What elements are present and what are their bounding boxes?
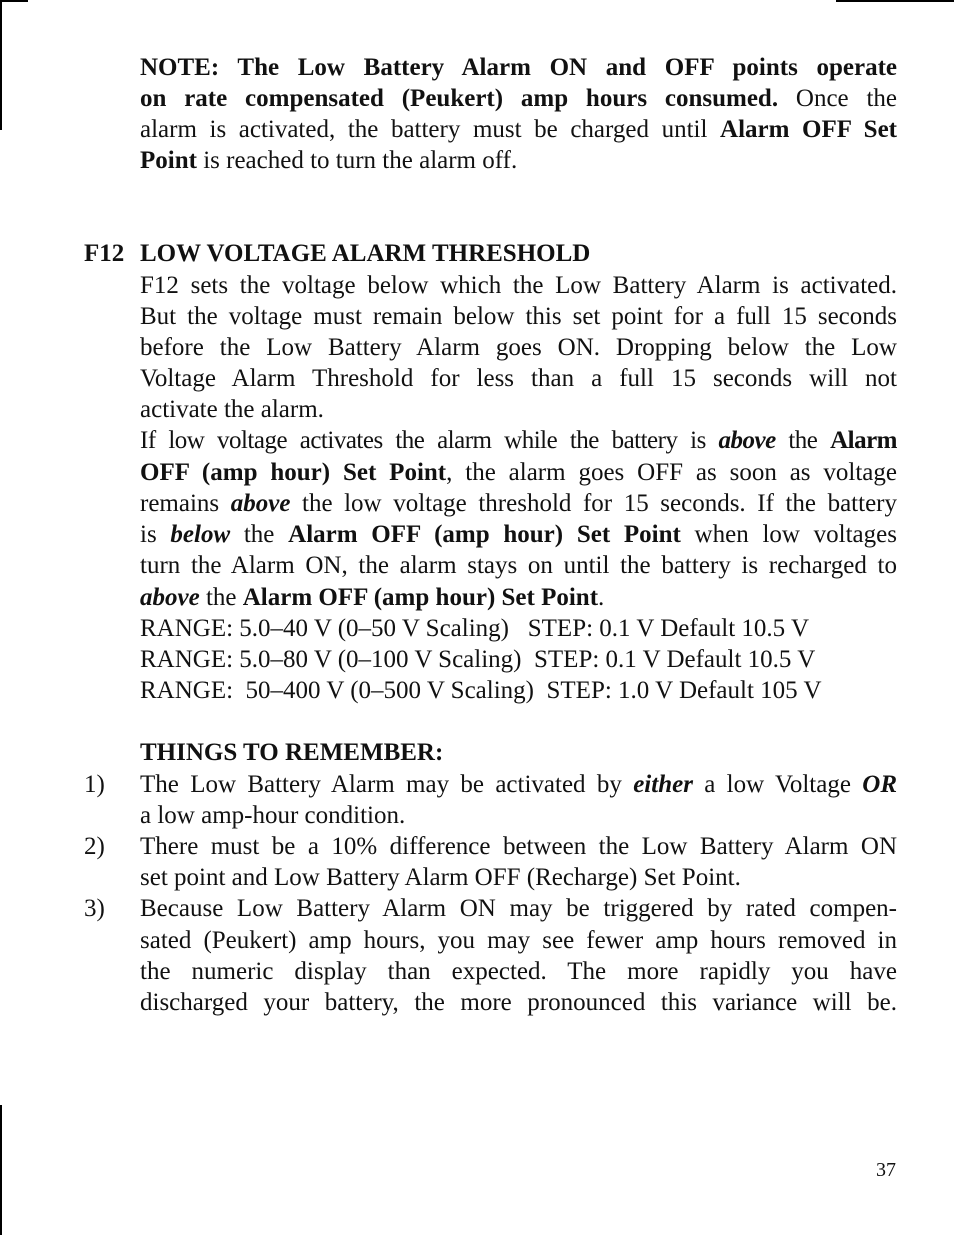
crop-mark-top-left-horizontal xyxy=(0,0,28,2)
paragraph-line xyxy=(140,425,897,456)
crop-mark-top-left-vertical xyxy=(0,0,2,130)
list-line: discharged your battery, the more pronounced this variance will be. xyxy=(140,989,897,1016)
note-line-1 xyxy=(140,52,897,83)
note-text: alarm is activated, the battery must be charged until xyxy=(140,116,721,143)
list-line xyxy=(140,769,897,800)
list-line: sated (Peukert) amp hours, you may see fewer amp hours removed in xyxy=(140,927,897,954)
emphasis-text: above xyxy=(718,427,776,454)
list-text: The Low Battery Alarm may be activated by xyxy=(140,771,634,798)
list-line: the numeric display than expected. The more rapidly you have xyxy=(140,958,897,985)
paragraph-text: the xyxy=(230,521,289,548)
emphasis-text: either xyxy=(633,771,693,798)
paragraph-line xyxy=(140,582,897,613)
crop-mark-top-right xyxy=(836,0,954,2)
emphasis-text: above xyxy=(230,490,291,517)
range-line: RANGE: 50–400 V (0–500 V Scaling) STEP: 1.0 V Default 105 V xyxy=(140,677,822,704)
section-number: F12 xyxy=(84,240,125,267)
list-number: 2) xyxy=(84,833,105,860)
paragraph-line xyxy=(140,457,897,488)
list-number: 1) xyxy=(84,771,105,798)
paragraph-text: , the alarm goes OFF as soon as voltage xyxy=(446,459,897,486)
emphasis-text: below xyxy=(170,521,231,548)
paragraph-text: the xyxy=(775,427,831,454)
note-line-2 xyxy=(140,83,897,114)
range-line: RANGE: 5.0–80 V (0–100 V Scaling) STEP: 0.1 V Default 10.5 V xyxy=(140,646,816,673)
list-line: a low amp-hour condition. xyxy=(140,802,406,829)
section-title: LOW VOLTAGE ALARM THRESHOLD xyxy=(140,240,591,267)
range-line: RANGE: 5.0–40 V (0–50 V Scaling) STEP: 0.1 V Default 10.5 V xyxy=(140,615,810,642)
paragraph-text: the low voltage threshold for 15 seconds. If the battery xyxy=(290,490,897,517)
bold-text: Alarm OFF (amp hour) Set Point xyxy=(242,584,599,611)
paragraph-text: is xyxy=(140,521,171,548)
page-number: 37 xyxy=(876,1159,896,1181)
note-line-4 xyxy=(140,145,897,176)
paragraph-line xyxy=(140,519,897,550)
list-line: set point and Low Battery Alarm OFF (Recharge) Set Point. xyxy=(140,864,741,891)
paragraph-line: F12 sets the voltage below which the Low Battery Alarm is activated. xyxy=(140,272,897,299)
paragraph-text: remains xyxy=(140,490,231,517)
list-line: Because Low Battery Alarm ON may be triggered by rated compen- xyxy=(140,895,897,922)
note-bold-text: Alarm OFF Set xyxy=(720,116,897,143)
list-number: 3) xyxy=(84,895,105,922)
paragraph-line: But the voltage must remain below this set point for a full 15 seconds xyxy=(140,303,897,330)
remember-heading: THINGS TO REMEMBER: xyxy=(140,739,444,766)
paragraph-text: If low voltage activates the alarm while the battery is xyxy=(140,427,719,454)
emphasis-text: OR xyxy=(862,771,898,798)
crop-mark-bottom-left xyxy=(0,1105,2,1235)
note-bold-text: NOTE: The Low Battery Alarm ON and OFF points operate xyxy=(140,54,897,81)
note-text: Once the xyxy=(778,85,897,112)
note-bold-text: Point xyxy=(140,147,197,174)
paragraph-line: turn the Alarm ON, the alarm stays on until the battery is recharged to xyxy=(140,552,897,579)
note-text: is reached to turn the alarm off. xyxy=(196,147,518,174)
note-line-3 xyxy=(140,114,897,145)
paragraph-text: . xyxy=(598,584,605,611)
bold-text: Alarm OFF (amp hour) Set Point xyxy=(288,521,681,548)
bold-text: OFF (amp hour) Set Point xyxy=(140,459,447,486)
paragraph-line: before the Low Battery Alarm goes ON. Dropping below the Low xyxy=(140,334,897,361)
paragraph-text: the xyxy=(199,584,243,611)
list-text: a low Voltage xyxy=(692,771,863,798)
bold-text: Alarm xyxy=(830,427,897,454)
paragraph-line xyxy=(140,488,897,519)
paragraph-line: Voltage Alarm Threshold for less than a full 15 seconds will not xyxy=(140,365,897,392)
paragraph-text: when low voltages xyxy=(680,521,897,548)
note-bold-text: on rate compensated (Peukert) amp hours consumed. xyxy=(140,85,779,112)
list-line: There must be a 10% difference between the Low Battery Alarm ON xyxy=(140,833,897,860)
paragraph-line: activate the alarm. xyxy=(140,396,324,423)
emphasis-text: above xyxy=(140,584,200,611)
